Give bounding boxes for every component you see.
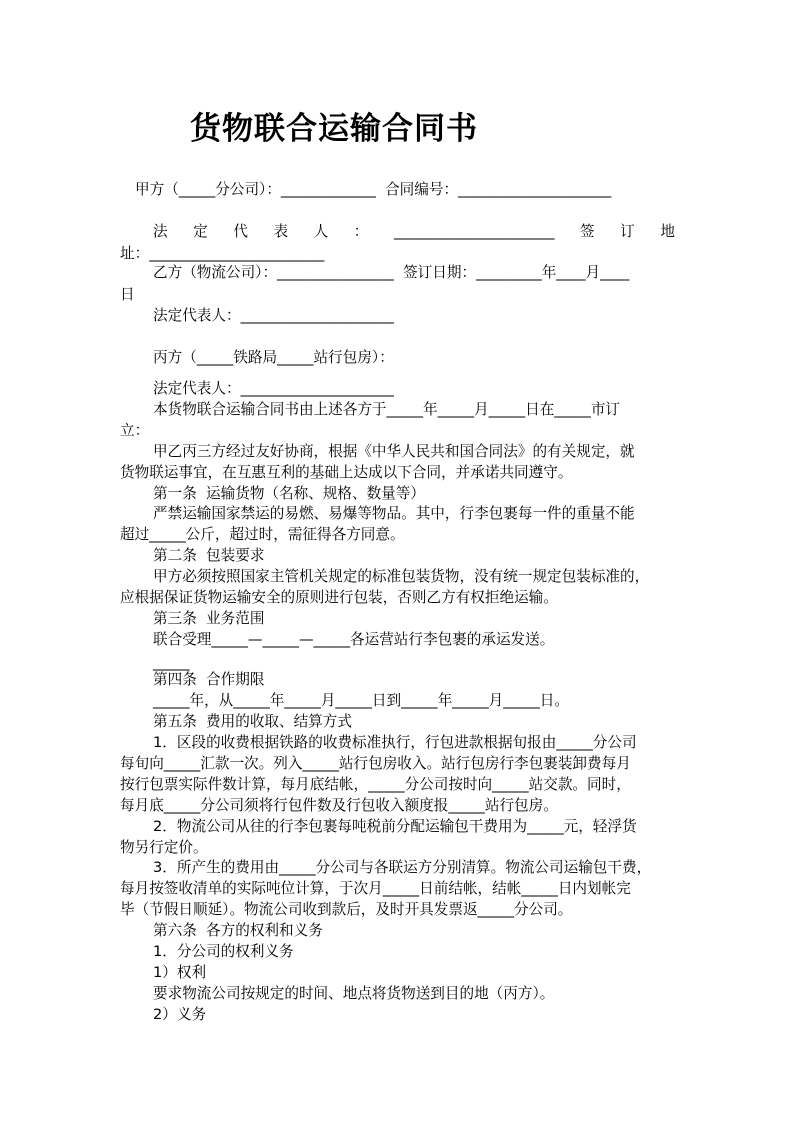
text-line: 2）义务	[153, 1006, 207, 1023]
text-line: 物另行定价。	[120, 839, 208, 856]
section-heading: 第四条 合作期限	[153, 671, 265, 688]
text-line: 立：	[120, 422, 150, 439]
section-heading: 第五条 费用的收取、结算方式	[153, 713, 352, 730]
spread-char: 表	[273, 223, 289, 240]
text-line: 联合受理_____—_____—_____各运营站行李包裹的承运发送。	[153, 631, 555, 648]
blank-field: ______________________	[393, 223, 555, 240]
section-heading: 第一条 运输货物（名称、规格、数量等）	[153, 485, 425, 502]
legal-rep-line: 法定代表人：_____________________	[153, 380, 394, 397]
text-line: 应根据保证货物运输安全的原则进行包装，否则乙方有权拒绝运输。	[120, 589, 558, 606]
party-b-line: 乙方（物流公司）：________________ 签订日期：_________年____月____	[153, 264, 630, 281]
text-line: 1．区段的收费根据铁路的收费标准执行，行包进款根据旬报由_____分公司	[153, 734, 637, 751]
text-line: _____年，从_____年_____月_____日到_____年_____月_____日。	[153, 692, 569, 709]
text-line: 1）权利	[153, 964, 207, 981]
text-line: 2．物流公司从往的行李包裹每吨税前分配运输包干费用为_____元，轻浮货	[153, 818, 637, 835]
spread-char: 签	[580, 223, 595, 240]
section-heading: 第二条 包装要求	[153, 547, 265, 564]
spread-char: 人	[313, 223, 329, 240]
spread-char: 法	[153, 223, 168, 240]
text-line: 3．所产生的费用由_____分公司与各联运方分别清算。物流公司运输包干费，	[153, 859, 652, 876]
page-title: 货物联合运输合同书	[190, 111, 478, 147]
text-line: 日	[120, 286, 135, 303]
party-c-line: 丙方（_____铁路局_____站行包房）：	[153, 349, 394, 366]
text-line: 超过_____公斤，超过时，需征得各方同意。	[120, 526, 405, 543]
text-line: 本货物联合运输合同书由上述各方于_____年_____月_____日在_____市订	[153, 401, 621, 418]
section-heading: 第三条 业务范围	[153, 610, 265, 627]
text-line: 每旬向_____汇款一次。列入_____站行包房收入。站行包房行李包裹装卸费每月	[120, 755, 631, 772]
spread-char: 定	[193, 223, 208, 240]
text-line: 甲方必须按照国家主管机关规定的标准包装货物，没有统一规定包装标准的，	[153, 568, 650, 585]
text-line: 甲乙丙三方经过友好协商，根据《中华人民共和国合同法》的有关规定，就	[153, 443, 635, 460]
text-line: 每月按签收清单的实际吨位计算，于次月_____日前结帐，结帐_____日内划帐完	[120, 880, 631, 897]
text-line: 按行包票实际件数计算，每月底结帐，_____分公司按时向_____站交款。同时，	[120, 776, 631, 793]
section-heading: 第六条 各方的权利和义务	[153, 922, 323, 939]
text-line: 每月底_____分公司须将行包件数及行包收入额度报_____站行包房。	[120, 797, 558, 814]
text-line: 1．分公司的权利义务	[153, 943, 294, 960]
text-line: 毕（节假日顺延）。物流公司收到款后，及时开具发票返_____分公司。	[120, 901, 573, 918]
legal-rep-address-line	[153, 222, 675, 242]
text-line: 货物联运事宜，在互惠互利的基础上达成以下合同，并承诺共同遵守。	[120, 464, 573, 481]
party-a-line: 甲方（_____分公司）：_____________ 合同编号：_____________________	[135, 181, 612, 198]
legal-rep-line: 法定代表人：_____________________	[153, 307, 394, 324]
spread-char: 订	[620, 223, 635, 240]
text-line: 严禁运输国家禁运的易燃、易爆等物品。其中，行李包裹每一件的重量不能	[153, 505, 635, 522]
spread-char: ：	[353, 223, 369, 240]
blank-field: _____	[153, 654, 190, 671]
spread-char: 代	[233, 223, 248, 240]
text-line: 要求物流公司按规定的时间、地点将货物送到目的地（丙方）。	[153, 985, 555, 1002]
address-line: 址：________________________	[120, 245, 325, 262]
spread-char: 地	[660, 223, 675, 240]
